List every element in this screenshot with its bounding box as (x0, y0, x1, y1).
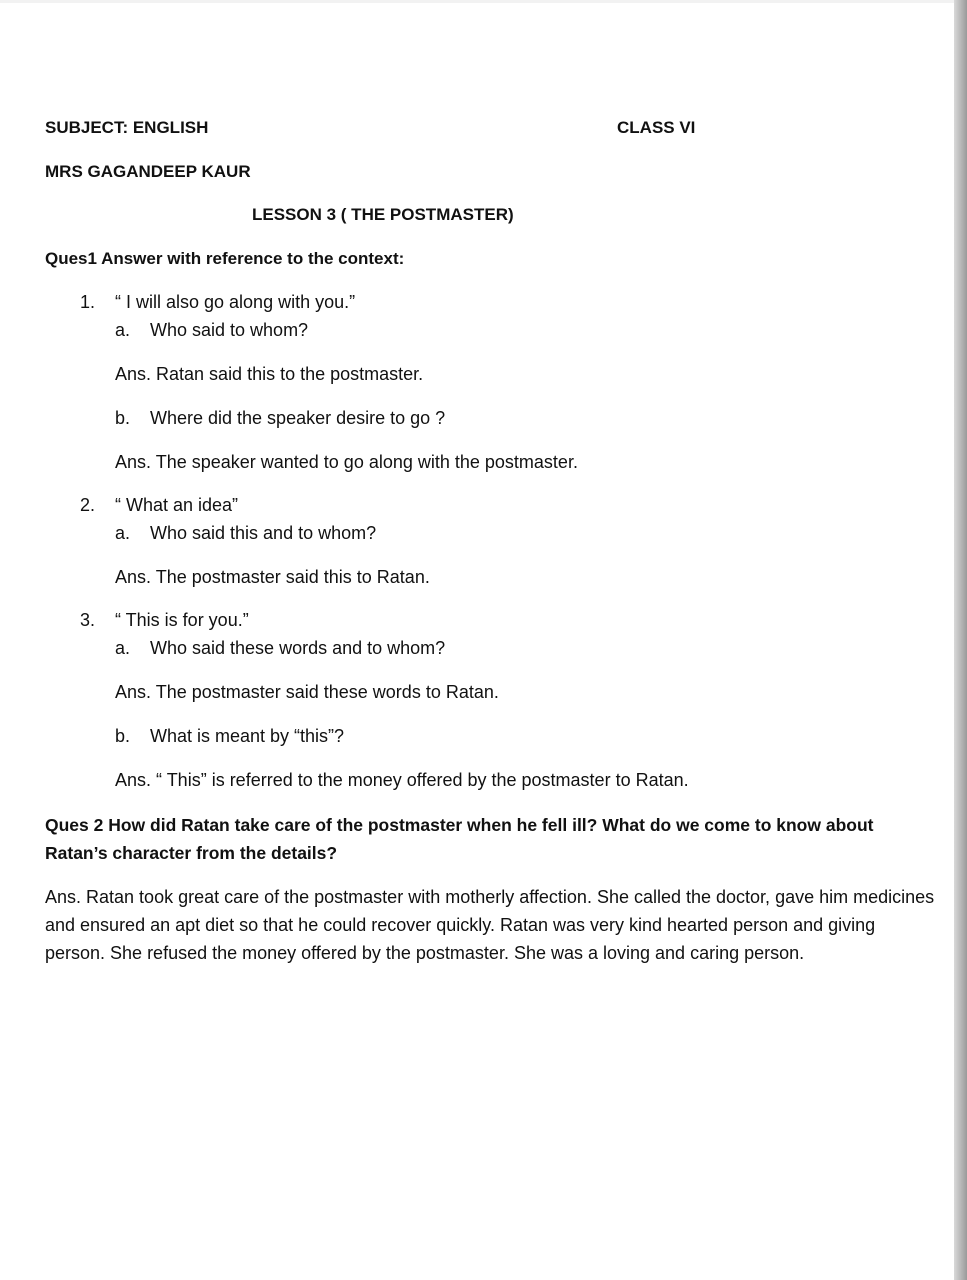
class-label: CLASS VI (617, 118, 696, 137)
sub-question: What is meant by “this”? (150, 726, 345, 746)
sub-letter: a. (115, 523, 131, 543)
sub-question: Who said to whom? (150, 320, 309, 340)
sub-letter: a. (115, 638, 131, 658)
item-quote: “ This is for you.” (115, 610, 249, 630)
sub-letter: b. (115, 408, 131, 428)
teacher-name: MRS GAGANDEEP KAUR (45, 162, 251, 181)
sub-question: Who said these words and to whom? (150, 638, 446, 658)
subject-label: SUBJECT: ENGLISH (45, 118, 209, 137)
question-2-heading: Ques 2 How did Ratan take care of the postmaster when he fell ill? What do we come to know about Ratan’s character from the details? (45, 815, 874, 863)
sub-question: Who said this and to whom? (150, 523, 377, 543)
sub-question: Where did the speaker desire to go ? (150, 408, 446, 428)
item-quote: “ What an idea” (115, 495, 239, 515)
question-1-heading: Ques1 Answer with reference to the context: (45, 249, 405, 268)
sub-letter: b. (115, 726, 131, 746)
item-quote: “ I will also go along with you.” (115, 292, 356, 312)
question-2-answer: Ans. Ratan took great care of the postmaster with motherly affection. She called the doctor, gave him medicines and ensured an apt diet so that he could recover quickly. Ratan was very kind hearted person and giving person. She refused the money offered by the postmaster. She was a loving and caring person. (45, 887, 935, 963)
sub-answer: Ans. The postmaster said these words to Ratan. (115, 682, 499, 702)
sub-answer: Ans. “ This” is referred to the money offered by the postmaster to Ratan. (115, 770, 689, 790)
item-number: 2. (80, 495, 96, 515)
sub-answer: Ans. Ratan said this to the postmaster. (115, 364, 424, 384)
page-top-edge (0, 0, 954, 3)
item-number: 3. (80, 610, 96, 630)
scrollbar[interactable] (954, 0, 967, 1280)
sub-answer: Ans. The speaker wanted to go along with the postmaster. (115, 452, 578, 472)
sub-letter: a. (115, 320, 131, 340)
sub-answer: Ans. The postmaster said this to Ratan. (115, 567, 430, 587)
lesson-title: LESSON 3 ( THE POSTMASTER) (252, 205, 514, 224)
item-number: 1. (80, 292, 96, 312)
